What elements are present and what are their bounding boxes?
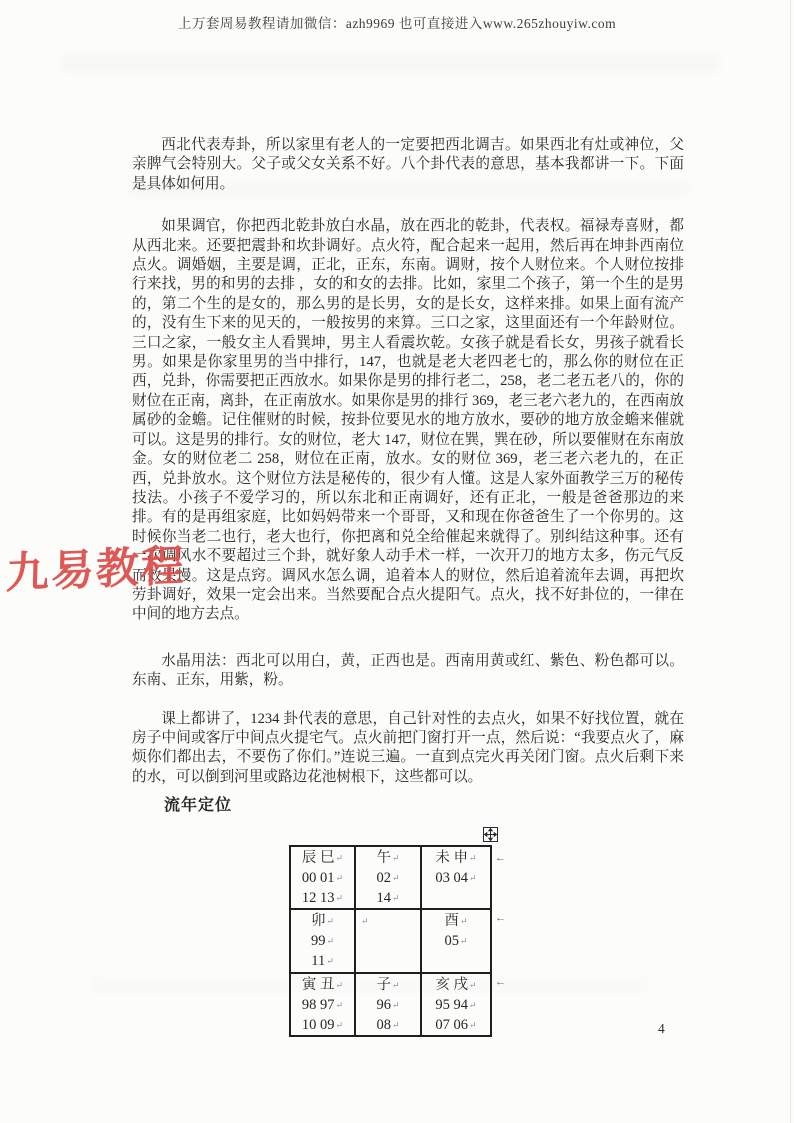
row-end-mark: ← [495, 911, 506, 924]
document-body [132, 136, 684, 1037]
return-mark-icon: ↵ [469, 999, 477, 1010]
return-mark-icon: ↵ [335, 1019, 344, 1030]
return-mark-icon: ↵ [335, 999, 344, 1010]
row-end-mark: ← [495, 975, 506, 988]
return-mark-icon: ↵ [469, 872, 477, 883]
paragraph-northwest-gua: 西北代表寿卦，所以家里有老人的一定要把西北调吉。如果西北有灶或神位，父亲脾气会特别大。父子或父女关系不好。八个卦代表的意思，基本我都讲一下。下面是具体如何用。 [132, 137, 684, 192]
section-title-liunian-dingwei: 流年定位 [164, 797, 233, 815]
return-mark-icon: ↵ [326, 955, 334, 966]
table-cell-you: 酉↵ 05↵ [421, 909, 491, 973]
return-mark-icon: ↵ [469, 852, 477, 863]
watermark-jiuyi-jiaocheng: 九易教程 [5, 542, 187, 598]
table-cell-wu: 午↵ 02↵ 14↵ [355, 846, 421, 909]
scan-edge-artifact [790, 0, 791, 1123]
return-mark-icon: ↵ [391, 999, 400, 1010]
return-mark-icon: ↵ [391, 852, 400, 863]
paragraph-crystal-usage: 水晶用法：西北可以用白，黄，正西也是。西南用黄或红、紫色、粉色都可以。东南、正东，用紫，粉。 [132, 652, 684, 689]
return-mark-icon: ↵ [335, 979, 344, 990]
return-mark-icon: ↵ [459, 915, 468, 926]
table-cell-wei-shen: 未 申↵ 03 04↵ [421, 846, 491, 909]
return-mark-icon: ↵ [459, 935, 468, 946]
return-mark-icon: ↵ [469, 1019, 477, 1030]
table-cell-yin-chou: 寅 丑↵ 98 97↵ 10 09↵ [290, 973, 355, 1036]
return-mark-icon: ↵ [391, 892, 400, 903]
liunian-position-table [289, 845, 492, 1037]
return-mark-icon: ↵ [391, 1019, 400, 1030]
return-mark-icon: ↵ [335, 872, 344, 883]
scan-artifact [60, 55, 720, 71]
table-cell-mao: 卯↵ 99↵ 11↵ [290, 909, 355, 973]
paragraph-lighting-fire: 课上都讲了，1234 卦代表的意思，自己针对性的去点火，如果不好找位置，就在房子中间或客厅中间点火提宅气。点火前把门窗打开一点，然后说：“我要点火了，麻烦你们都出去，不要伤了你们。”连说三遍。一直到点完火再关闭门窗。点火后剩下来的水，可以倒到河里或路边花池树根下，这些都可以。 [132, 710, 684, 785]
table-cell-chen-si: 辰 巳↵ 00 01↵ 12 13↵ [290, 846, 355, 909]
return-mark-icon: ↵ [335, 892, 344, 903]
liunian-table-container [289, 845, 509, 1037]
table-cell-center-empty [355, 909, 421, 973]
return-mark-icon: ↵ [326, 915, 335, 926]
return-mark-icon: ↵ [391, 979, 400, 990]
table-cell-zi: 子↵ 96↵ 08↵ [355, 973, 421, 1036]
return-mark-icon: ↵ [326, 935, 335, 946]
page-header-promo-text: 上万套周易教程请加微信：azh9969 也可直接进入www.265zhouyiw.com [177, 16, 617, 31]
table-move-handle-icon [483, 827, 498, 842]
return-mark-icon: ↵ [469, 979, 477, 990]
return-mark-icon: ↵ [335, 852, 344, 863]
table-cell-hai-xu: 亥 戌↵ 95 94↵ 07 06↵ [421, 973, 491, 1036]
return-mark-icon: ↵ [391, 872, 400, 883]
four-way-arrow-icon [484, 828, 497, 841]
page-number: 4 [658, 1021, 665, 1036]
return-mark-icon: ↵ [361, 915, 369, 926]
row-end-mark: ← [495, 851, 506, 864]
paragraph-adjust-fengshui: 如果调官，你把西北乾卦放白水晶，放在西北的乾卦，代表权。福禄寿喜财，都从西北来。还要把震卦和坎卦调好。点火符，配合起来一起用，然后再在坤卦西南位点火。调婚姻，主要是调，正北，正东，东南。调财，按个人财位来。个人财位按排行来找，男的和男的去排 ，女的和女的去排。比如，家里二个孩子，第一个生的是男的，第二个生的是女的，那么男的是长男，女的是长女，这样来排。如果上面有流产的，没有生下来的见天的，一般按男的来算。三口之家，这里面还有一个年龄财位。三口之家，一般女主人看巽坤，男主人看震坎乾。女孩子就是看长女，男孩子就看长男。如果是你家里男的当中排行，147，也就是老大老四老七的，那么你的财位在正西，兑卦，你需要把正西放水。如果你是男的排行老二，258，老二老五老八的，你的财位在正南，离卦，在正南放水。如果你是男的排行 369，老三老六老九的，在西南放属砂的金蟾。记住催财的时候，按卦位要见水的地方放水，要砂的地方放金蟾来催就可以。这是男的排行。女的财位，老大 147，财位在巽，巽在砂，所以要催财在东南放金。女的财位老二 258，财位在正南，放水。女的财位 369，老三老六老九的，在正西，兑卦放水。这个财位方法是秘传的，很少有人懂。这是人家外面教学三万的秘传技法。小孩子不爱学习的，所以东北和正南调好，还有正北，一般是爸爸那边的来排。有的是再组家庭，比如妈妈带来一个哥哥，又和现在你爸爸生了一个你男的。这时候你当老二也行，老大也行，你把离和兑全给催起来就得了。别纠结这种事。还有一次调风水不要超过三个卦，就好象人动手术一样，一次开刀的地方太多，伤元气反而效果慢。这是点窍。调风水怎么调，追着本人的财位，然后追着流年去调，再把坎劳卦调好，效果一定会出来。当然要配合点火提阳气。点火，找不好卦位的，一律在中间的地方去点。 [132, 218, 684, 623]
